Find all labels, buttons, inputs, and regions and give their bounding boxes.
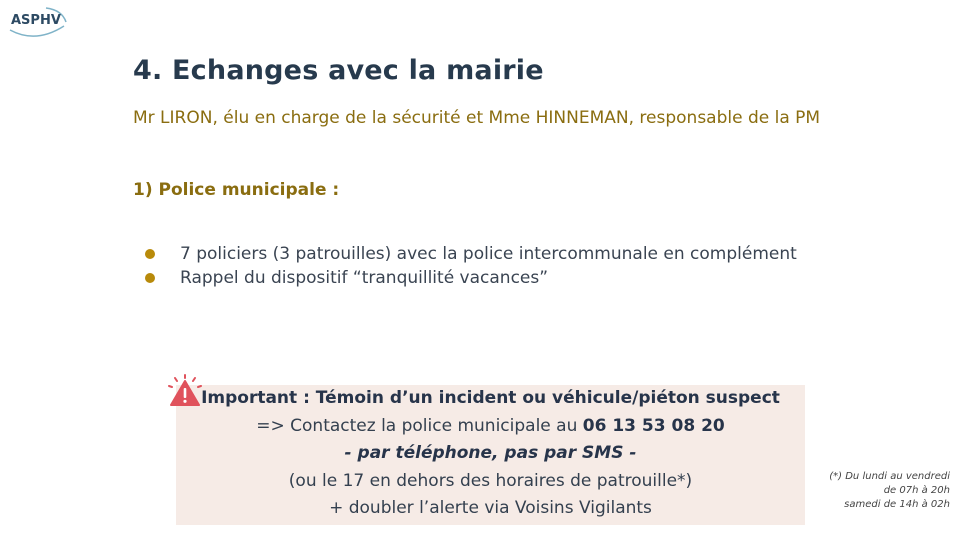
contact-line — [176, 416, 805, 436]
section-heading: 1) Police municipale : — [133, 180, 340, 200]
asphv-logo — [6, 4, 66, 40]
footnote — [829, 470, 950, 512]
bullet-text: Rappel du dispositif “tranquillité vacances” — [180, 268, 549, 288]
bullet-text: 7 policiers (3 patrouilles) avec la police intercommunale en complément — [180, 244, 797, 264]
bullet-item — [145, 242, 797, 266]
bullet-item — [145, 266, 797, 290]
alert-line: + doubler l’alerte via Voisins Vigilants — [329, 498, 652, 518]
logo-text: ASPHV — [11, 13, 61, 28]
bullet-dot — [145, 273, 155, 283]
slide-subtitle: Mr LIRON, élu en charge de la sécurité et Mme HINNEMAN, responsable de la PM — [133, 108, 821, 128]
bullet-list — [145, 242, 797, 290]
footnote-line: (*) Du lundi au vendredi — [829, 471, 950, 482]
slide-title: 4. Echanges avec la mairie — [133, 55, 544, 86]
phone-number: 06 13 53 08 20 — [582, 416, 725, 436]
footnote-line: samedi de 14h à 02h — [844, 499, 950, 510]
channel-line: - par téléphone, pas par SMS - — [344, 443, 637, 463]
contact-prefix: => Contactez la police municipale au — [256, 416, 583, 436]
warning-icon — [167, 374, 203, 408]
bullet-dot — [145, 249, 155, 259]
important-heading: Important : Témoin d’un incident ou véhicule/piéton suspect — [201, 388, 780, 408]
fallback-line: (ou le 17 en dehors des horaires de patrouille*) — [288, 471, 693, 491]
footnote-line: de 07h à 20h — [883, 485, 950, 496]
important-box — [176, 385, 805, 525]
